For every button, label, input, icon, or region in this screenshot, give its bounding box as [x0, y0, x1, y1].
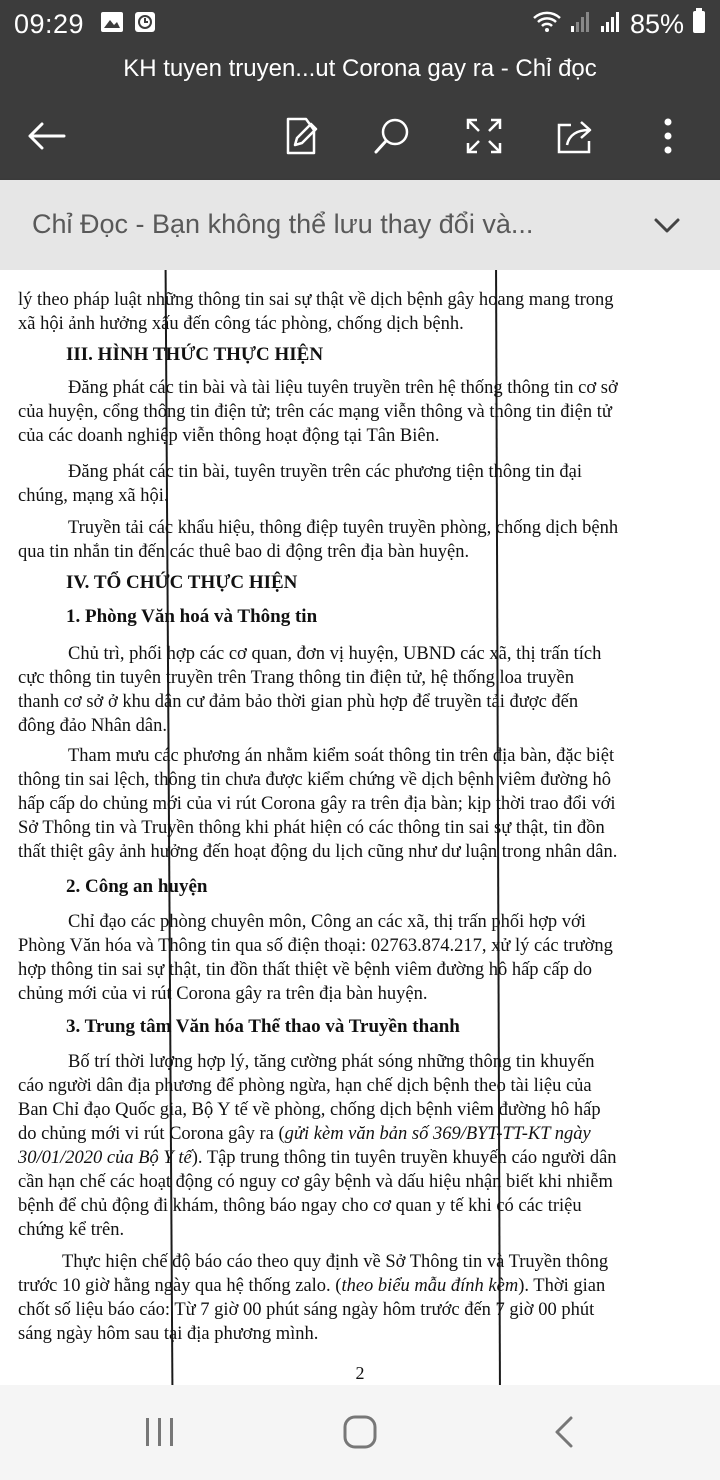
recent-apps-icon[interactable] [130, 1410, 190, 1454]
chevron-down-icon[interactable] [652, 210, 682, 240]
status-time: 09:29 [14, 8, 85, 39]
clock-notification-icon [134, 11, 156, 38]
wifi-icon [532, 9, 562, 40]
signal-1-icon [570, 9, 592, 40]
paragraph-intro: lý theo pháp luật những thông tin sai sự thật về dịch bệnh gây hoang mang trong xã hội ảnh hưởng xấu đến công tác phòng, chống dịch bệnh. [18, 290, 614, 334]
heading-subsection-3: 3. Trung tâm Văn hóa Thể thao và Truyền thanh [66, 1016, 460, 1037]
paragraph-4: Chủ trì, phối hợp các cơ quan, đơn vị huyện, UBND các xã, thị trấn tích cực thông tin tuyên truyền trên Trang thông tin điện tử, hệ thống loa truyền thanh cơ sở ở khu dân cư đảm bảo thời gian phù hợp để truyền tải được đến đông đảo Nhân dân. [18, 644, 602, 736]
paragraph-3: Truyền tải các khẩu hiệu, thông điệp tuyên truyền phòng, chống dịch bệnh qua tin nhắn tin đến các thuê bao di động trên địa bàn huyện. [18, 518, 619, 562]
home-icon[interactable] [330, 1410, 390, 1454]
edit-icon[interactable] [280, 114, 324, 158]
paragraph-6: Chỉ đạo các phòng chuyên môn, Công an các xã, thị trấn phối hợp với Phòng Văn hóa và Thông tin qua số điện thoại: 02763.874.217, xử lý các trường hợp thông tin sai sự thật, tin đồn thất thiệt về bệnh viêm đường hô hấp cấp do chủng mới của vi rút Corona gây ra trên địa bàn huyện. [18, 912, 613, 1004]
back-icon[interactable] [534, 1410, 594, 1454]
more-options-icon[interactable] [646, 114, 690, 158]
document-title: KH tuyen truyen...ut Corona gay ra - Chỉ đọc [0, 48, 720, 90]
heading-subsection-1: 1. Phòng Văn hoá và Thông tin [66, 606, 318, 627]
gallery-notification-icon [100, 11, 124, 38]
signal-2-icon [600, 9, 622, 40]
battery-icon [692, 8, 706, 41]
readonly-banner[interactable] [0, 180, 720, 270]
share-icon[interactable] [554, 114, 598, 158]
back-arrow-icon[interactable] [24, 114, 68, 158]
heading-section-3: III. HÌNH THỨC THỰC HIỆN [66, 344, 324, 365]
paragraph-5: Tham mưu các phương án nhằm kiểm soát thông tin trên địa bàn, đặc biệt thông tin sai lệch, thông tin chưa được kiểm chứng về dịch bệnh viêm đường hô hấp cấp do chủng mới của vi rút Corona gây ra trên địa bàn; kịp thời trao đổi với Sở Thông tin và Truyền thông khi phát hiện có các thông tin sai sự thật, tin đồn thất thiệt gây ảnh hưởng đến hoạt động du lịch cũng như dư luận trong nhân dân. [18, 746, 618, 862]
navigation-bar [0, 1385, 720, 1480]
paragraph-8: Thực hiện chế độ báo cáo theo quy định về Sở Thông tin và Truyền thông trước 10 giờ hằng ngày qua hệ thống zalo. (theo biểu mẫu đính kèm). Thời gian chốt số liệu báo cáo: Từ 7 giờ 00 phút sáng ngày hôm trước đến 7 giờ 00 phút sáng ngày hôm sau tại địa phương mình. [18, 1252, 609, 1344]
battery-percent: 85% [629, 8, 684, 39]
fullscreen-icon[interactable] [462, 114, 506, 158]
heading-subsection-2: 2. Công an huyện [66, 876, 208, 897]
paragraph-7: Bố trí thời lượng hợp lý, tăng cường phát sóng những thông tin khuyến cáo người dân địa phương để phòng ngừa, hạn chế dịch bệnh theo tài liệu của Ban Chỉ đạo Quốc gia, Bộ Y tế về phòng, chống dịch bệnh viêm đường hô hấp do chủng mới vi rút Corona gây ra (gửi kèm văn bản số 369/BYT-TT-KT ngày 30/01/2020 của Bộ Y tế). Tập trung thông tin tuyên truyền khuyến cáo người dân cần hạn chế các hoạt động có nguy cơ gây bệnh và dấu hiệu nhận biết khi nhiễm bệnh để chủ động đi khám, thông báo ngay cho cơ quan y tế khi có các triệu chứng kể trên. [18, 1052, 617, 1240]
paragraph-2: Đăng phát các tin bài, tuyên truyền trên các phương tiện thông tin đại chúng, mạng xã hội. [18, 462, 583, 506]
page-number: 2 [355, 1363, 365, 1383]
readonly-banner-text: Chỉ Đọc - Bạn không thể lưu thay đổi và... [32, 209, 534, 239]
document-page[interactable] [0, 270, 720, 1385]
search-icon[interactable] [370, 114, 414, 158]
paragraph-1: Đăng phát các tin bài và tài liệu tuyên truyền trên hệ thống thông tin cơ sở của huyện, cổng thông tin điện tử; trên các mạng viễn thông và thông tin điện tử của các doanh nghiệp viễn thông hoạt động tại Tân Biên. [18, 378, 618, 446]
heading-section-4: IV. TỔ CHỨC THỰC HIỆN [66, 572, 298, 593]
toolbar [0, 90, 720, 180]
status-bar [0, 0, 720, 48]
